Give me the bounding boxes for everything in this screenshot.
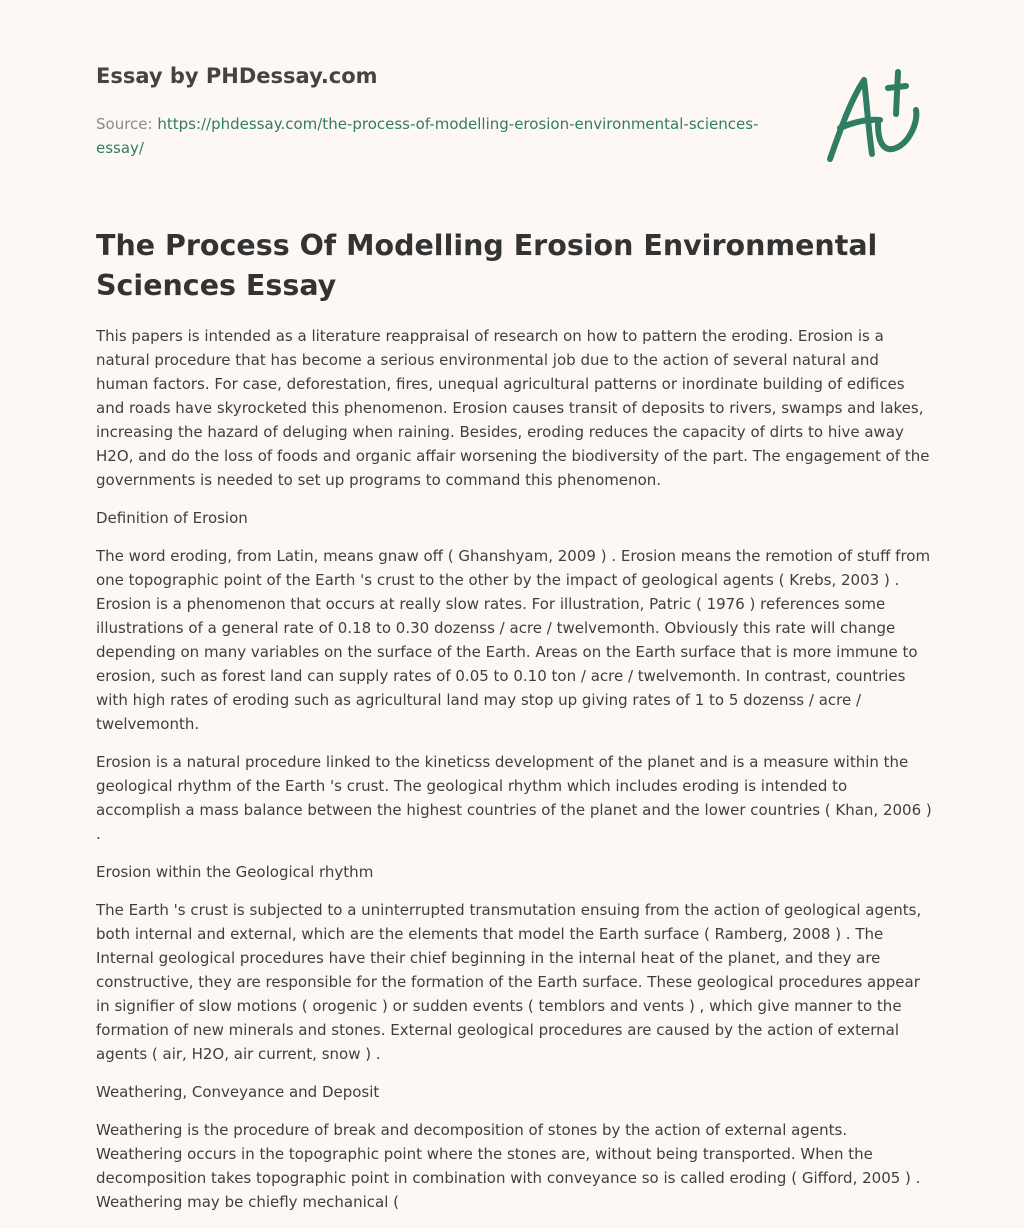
source-link[interactable]: https://phdessay.com/the-process-of-modelling-erosion-environmental-sciences-essay/ (96, 115, 759, 157)
geological-cycle-paragraph: Erosion is a natural procedure linked to the kineticss development of the planet and is a measure within the geological rhythm of the Earth 's crust. The geological rhythm which includes eroding is intended to accomplish a mass balance between the highest countries of the planet and the lower countries ( Khan, 2006 ) . (96, 753, 932, 843)
a-plus-logo-icon (820, 66, 930, 166)
geological-rhythm-paragraph: The Earth 's crust is subjected to a uninterrupted transmutation ensuing from the action of geological agents, both internal and external, which are the elements that model the Earth surface ( Ramberg, 2008 ) . The Internal geological procedures have their chief beginning in the internal heat of the planet, and they are constructive, they are responsible for the formation of the Earth surface. These geological procedures appear in signifier of slow motions ( orogenic ) or sudden events ( temblors and vents ) , which give manner to the formation of new minerals and stones. External geological procedures are caused by the action of external agents ( air, H2O, air current, snow ) . (96, 901, 922, 1063)
source-line (96, 112, 776, 160)
source-label: Source: (96, 115, 158, 133)
essay-body (96, 324, 932, 1228)
section-heading-weathering: Weathering, Conveyance and Deposit (96, 1083, 380, 1101)
site-title: Essay by PHDessay.com (96, 64, 378, 88)
section-heading-geological-rhythm: Erosion within the Geological rhythm (96, 863, 374, 881)
section-heading-definition: Definition of Erosion (96, 509, 248, 527)
definition-paragraph: The word eroding, from Latin, means gnaw off ( Ghanshyam, 2009 ) . Erosion means the remotion of stuff from one topographic point of the Earth 's crust to the other by the impact of geological agents ( Krebs, 2003 ) . Erosion is a phenomenon that occurs at really slow rates. For illustration, Patric ( 1976 ) references some illustrations of a general rate of 0.18 to 0.30 dozenss / acre / twelvemonth. Obviously this rate will change depending on many variables on the surface of the Earth. Areas on the Earth surface that is more immune to erosion, such as forest land can supply rates of 0.05 to 0.10 ton / acre / twelvemonth. In contrast, countries with high rates of eroding such as agricultural land may stop up giving rates of 1 to 5 dozenss / acre / twelvemonth. (96, 547, 931, 733)
intro-paragraph: This papers is intended as a literature reappraisal of research on how to pattern the eroding. Erosion is a natural procedure that has become a serious environmental job due to the action of several natural and human factors. For case, deforestation, fires, unequal agricultural patterns or inordinate building of edifices and roads have skyrocketed this phenomenon. Erosion causes transit of deposits to rivers, swamps and lakes, increasing the hazard of deluging when raining. Besides, eroding reduces the capacity of dirts to hive away H2O, and do the loss of foods and organic affair worsening the biodiversity of the part. The engagement of the governments is needed to set up programs to command this phenomenon. (96, 327, 930, 489)
essay-title: The Process Of Modelling Erosion Environmental Sciences Essay (96, 229, 878, 302)
weathering-paragraph: Weathering is the procedure of break and decomposition of stones by the action of external agents. Weathering occurs in the topographic point where the stones are, without being transported. When the decomposition takes topographic point in combination with conveyance so is called eroding ( Gifford, 2005 ) . Weathering may be chiefly mechanical ( (96, 1121, 921, 1211)
